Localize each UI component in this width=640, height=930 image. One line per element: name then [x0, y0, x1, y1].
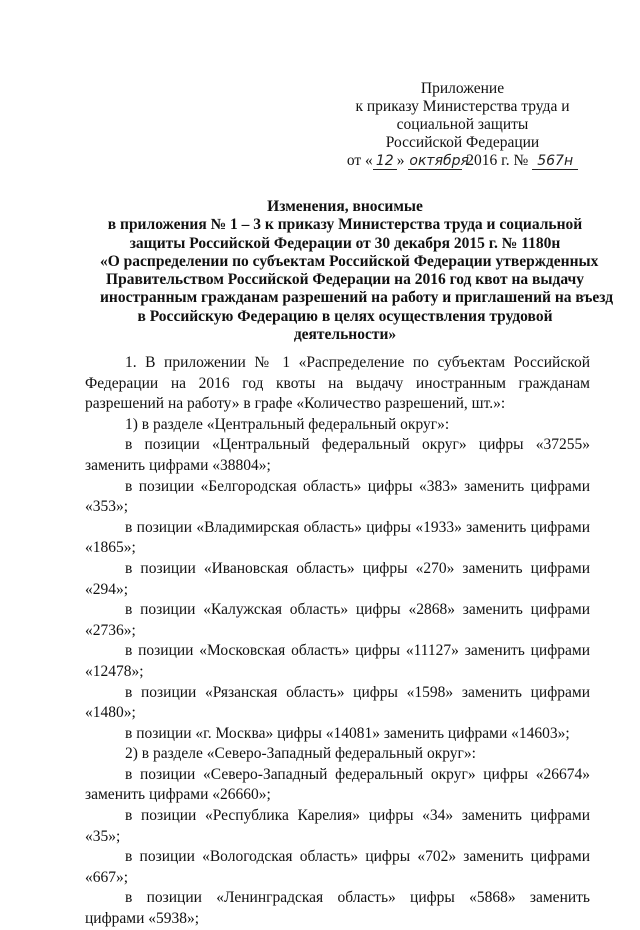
date-prefix: от « — [346, 152, 373, 169]
title-line: «О распределении по субъектам Российской Федерации утвержденных — [100, 252, 599, 270]
title-line: в приложения № 1 – 3 к приказу Министерства труда и социальной — [107, 216, 583, 234]
document-body — [85, 353, 590, 930]
paragraph: в позиции «г. Москва» цифры «14081» заменить цифрами «14603»; — [125, 724, 570, 742]
header-line-2: к приказу Министерства труда и — [355, 98, 570, 115]
document-title — [100, 198, 614, 344]
title-line: в Российскую Федерацию в целях осуществления трудовой — [137, 307, 553, 325]
paragraph: в позиции «Белгородская область» цифры «383» заменить цифрами «353»; — [85, 477, 590, 516]
appendix-header — [325, 80, 600, 170]
paragraph: в позиции «Северо-Западный федеральный округ» цифры «26674» заменить цифрами «26660»; — [85, 765, 590, 804]
handwritten-order-number: 567н — [532, 153, 578, 170]
title-line: деятельности» — [293, 326, 397, 344]
paragraph: в позиции «Вологодская область» цифры «702» заменить цифрами «667»; — [85, 848, 590, 886]
paragraph: в позиции «Центральный федеральный округ» цифры «37255» заменить цифрами «38804»; — [85, 436, 590, 474]
order-date-line — [325, 152, 600, 170]
header-line-3: социальной защиты — [396, 116, 529, 133]
paragraph: 1. В приложении № 1 «Распределение по субъектам Российской Федерации на 2016 год квоты на выдачу иностранным гражданам разрешений на работу» в графе «Количество разрешений, шт.»: — [85, 354, 590, 413]
paragraph: в позиции «Калужская область» цифры «2868» заменить цифрами «2736»; — [85, 601, 590, 639]
paragraph: в позиции «Ивановская область» цифры «270» заменить цифрами «294»; — [85, 559, 590, 598]
title-line: иностранным гражданам разрешений на работу и приглашений на въезд — [100, 289, 614, 307]
title-line: защиты Российской Федерации от 30 декабря 2015 г. № 1180н — [129, 234, 561, 252]
header-line-1: Приложение — [420, 80, 505, 97]
section-heading: 1) в разделе «Центральный федеральный округ»: — [125, 415, 450, 433]
title-line: Изменения, вносимые — [267, 198, 423, 215]
paragraph: в позиции «Ленинградская область» цифры «5868» заменить цифрами «5938»; — [85, 889, 590, 928]
header-line-4: Российской Федерации — [385, 134, 540, 151]
section-heading: 2) в разделе «Северо-Западный федеральный округ»: — [125, 745, 476, 763]
paragraph: в позиции «Московская область» цифры «11127» заменить цифрами «12478»; — [85, 642, 590, 680]
date-suffix: 2016 г. № — [466, 152, 529, 169]
paragraph: в позиции «Владимирская область» цифры «1933» заменить цифрами «1865»; — [85, 518, 590, 557]
title-line: Правительством Российской Федерации на 2016 год квот на выдачу — [106, 271, 584, 289]
paragraph: в позиции «Рязанская область» цифры «1598» заменить цифрами «1480»; — [85, 683, 590, 722]
date-mid: » — [396, 152, 405, 169]
handwritten-day: 12 — [373, 153, 397, 170]
handwritten-month: октября — [409, 153, 469, 169]
paragraph: в позиции «Республика Карелия» цифры «34» заменить цифрами «35»; — [85, 807, 590, 845]
